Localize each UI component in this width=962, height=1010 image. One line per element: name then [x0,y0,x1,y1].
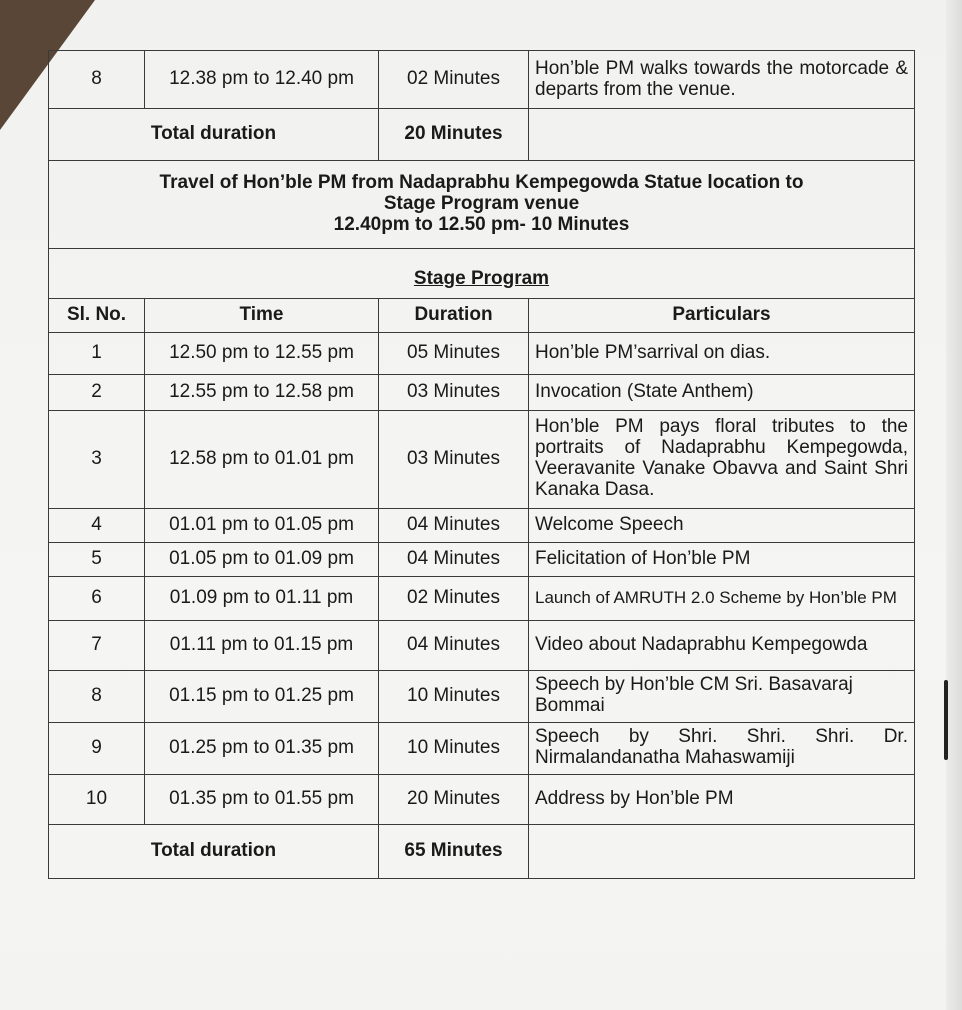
sl-no-cell: 5 [49,542,145,576]
particulars-cell: Hon’ble PM pays floral tributes to the portraits of Nadaprabhu Kempegowda, Veeravanite Vanake Obavva and Saint Shri Kanaka Dasa. [529,410,915,508]
time-cell: 12.55 pm to 12.58 pm [145,374,379,410]
time-cell: 01.35 pm to 01.55 pm [145,774,379,824]
duration-cell: 10 Minutes [379,722,529,774]
duration-cell: 10 Minutes [379,670,529,722]
total-row [49,824,915,878]
time-cell: 01.09 pm to 01.11 pm [145,576,379,620]
table-row [49,542,915,576]
table-row [49,670,915,722]
header-time: Time [145,298,379,332]
travel-line-1: Travel of Hon’ble PM from Nadaprabhu Kempegowda Statue location to [159,172,804,193]
stage-heading-row [49,248,915,298]
particulars-cell: Welcome Speech [529,508,915,542]
particulars-cell: Invocation (State Anthem) [529,374,915,410]
time-cell: 12.50 pm to 12.55 pm [145,332,379,374]
particulars-cell: Hon’ble PM walks towards the motorcade & departs from the venue. [529,51,915,109]
table-row [49,332,915,374]
header-row [49,298,915,332]
total-value: 20 Minutes [379,109,529,161]
time-cell: 12.58 pm to 01.01 pm [145,410,379,508]
particulars-cell: Address by Hon’ble PM [529,774,915,824]
table-row [49,576,915,620]
duration-cell: 04 Minutes [379,508,529,542]
table-row [49,508,915,542]
table-row [49,774,915,824]
particulars-cell: Launch of AMRUTH 2.0 Scheme by Hon’ble PM [529,576,915,620]
travel-row [49,161,915,249]
particulars-cell: Hon’ble PM’sarrival on dias. [529,332,915,374]
time-cell: 12.38 pm to 12.40 pm [145,51,379,109]
table-row [49,620,915,670]
sl-no-cell: 2 [49,374,145,410]
schedule-document [48,50,914,879]
sl-no-cell: 3 [49,410,145,508]
sl-no-cell: 1 [49,332,145,374]
sl-no-cell: 6 [49,576,145,620]
duration-cell: 02 Minutes [379,576,529,620]
time-cell: 01.01 pm to 01.05 pm [145,508,379,542]
sl-no-cell: 10 [49,774,145,824]
particulars-cell: Speech by Hon’ble CM Sri. Basavaraj Bommai [529,670,915,722]
total-row [49,109,915,161]
time-cell: 01.25 pm to 01.35 pm [145,722,379,774]
stage-heading: Stage Program [413,267,550,289]
particulars-cell: Speech by Shri. Shri. Shri. Dr. Nirmalandanatha Mahaswamiji [529,722,915,774]
margin-pen-mark [944,680,948,760]
duration-cell: 05 Minutes [379,332,529,374]
stage-heading-cell [49,248,915,298]
page-edge [946,0,962,1010]
duration-cell: 04 Minutes [379,542,529,576]
schedule-table [48,50,915,879]
travel-line-2: Stage Program venue [383,192,580,214]
duration-cell: 02 Minutes [379,51,529,109]
travel-line-3: 12.40pm to 12.50 pm- 10 Minutes [333,213,630,235]
total-label: Total duration [49,824,379,878]
table-row [49,410,915,508]
table-row [49,374,915,410]
particulars-cell: Felicitation of Hon’ble PM [529,542,915,576]
duration-cell: 03 Minutes [379,410,529,508]
header-particulars: Particulars [529,298,915,332]
table-row [49,51,915,109]
sl-no-cell: 7 [49,620,145,670]
sl-no-cell: 8 [49,51,145,109]
duration-cell: 03 Minutes [379,374,529,410]
particulars-cell: Video about Nadaprabhu Kempegowda [529,620,915,670]
duration-cell: 20 Minutes [379,774,529,824]
total-label: Total duration [49,109,379,161]
sl-no-cell: 9 [49,722,145,774]
duration-cell: 04 Minutes [379,620,529,670]
time-cell: 01.11 pm to 01.15 pm [145,620,379,670]
sl-no-cell: 8 [49,670,145,722]
time-cell: 01.05 pm to 01.09 pm [145,542,379,576]
travel-heading [49,161,915,249]
header-duration: Duration [379,298,529,332]
header-sl-no: Sl. No. [49,298,145,332]
empty-cell [529,109,915,161]
table-row [49,722,915,774]
time-cell: 01.15 pm to 01.25 pm [145,670,379,722]
empty-cell [529,824,915,878]
total-value: 65 Minutes [379,824,529,878]
sl-no-cell: 4 [49,508,145,542]
